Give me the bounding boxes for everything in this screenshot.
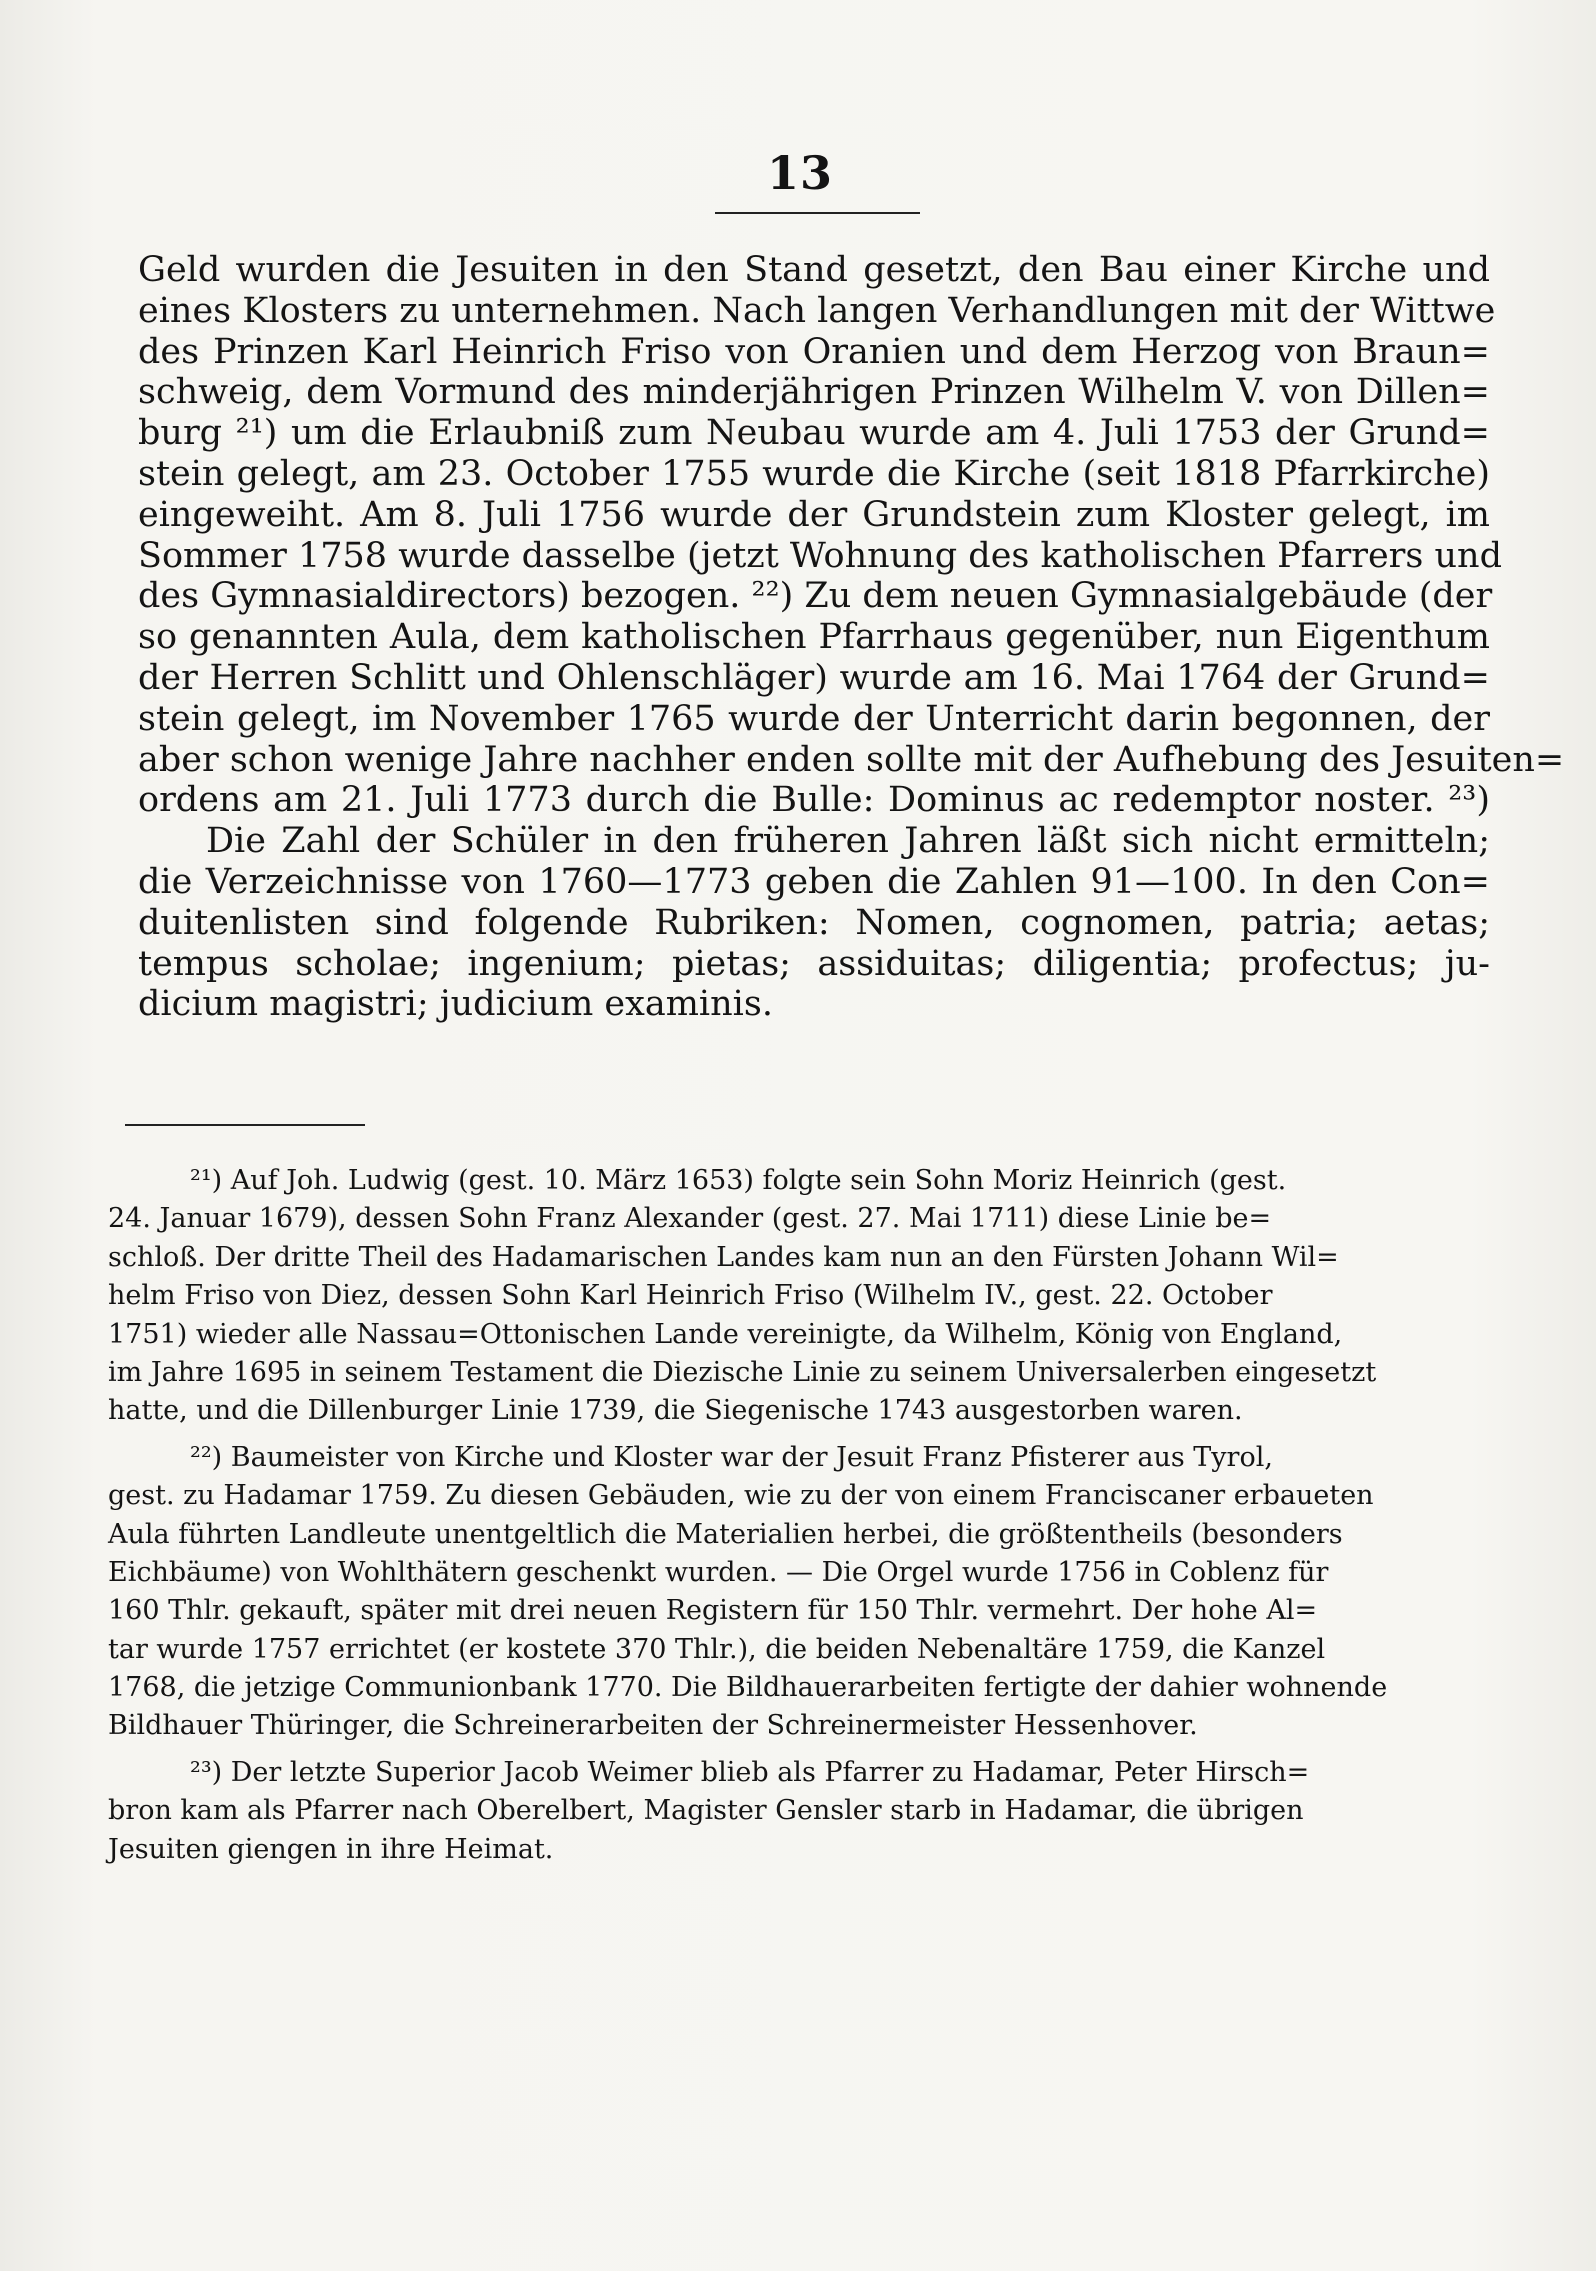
text-line: eines Klosters zu unternehmen. Nach langen Verhandlungen mit der Wittwe xyxy=(138,290,1496,331)
main-text-block xyxy=(138,250,1565,1025)
footnote-22 xyxy=(108,1439,1476,1746)
footnote-line: schloß. Der dritte Theil des Hadamarischen Landes kam nun an den Fürsten Johann Wil= xyxy=(108,1241,1339,1273)
footnote-line: im Jahre 1695 in seinem Testament die Diezische Linie zu seinem Universalerben eingesetzt xyxy=(108,1356,1377,1388)
footnote-line: ²³) Der letzte Superior Jacob Weimer blieb als Pfarrer zu Hadamar, Peter Hirsch= xyxy=(190,1756,1310,1788)
footnotes-block xyxy=(108,1162,1476,1869)
text-line: der Herren Schlitt und Ohlenschläger) wurde am 16. Mai 1764 der Grund= xyxy=(138,657,1490,698)
header-rule xyxy=(715,212,920,214)
footnote-rule xyxy=(125,1124,365,1126)
text-line: eingeweiht. Am 8. Juli 1756 wurde der Grundstein zum Kloster gelegt, im xyxy=(138,494,1490,535)
footnote-line: 1751) wieder alle Nassau=Ottonischen Lande vereinigte, da Wilhelm, König von England, xyxy=(108,1318,1343,1350)
footnote-line: ²¹) Auf Joh. Ludwig (gest. 10. März 1653) folgte sein Sohn Moriz Heinrich (gest. xyxy=(190,1165,1287,1196)
footnote-gap xyxy=(108,1746,1476,1754)
footnote-line: helm Friso von Diez, dessen Sohn Karl Heinrich Friso (Wilhelm IV., gest. 22. October xyxy=(108,1280,1273,1312)
footnote-21 xyxy=(108,1162,1476,1431)
footnote-gap xyxy=(108,1431,1476,1439)
text-line: duitenlisten sind folgende Rubriken: Nomen, cognomen, patria; aetas; xyxy=(138,902,1490,943)
text-line: aber schon wenige Jahre nachher enden sollte mit der Aufhebung des Jesuiten= xyxy=(138,739,1565,780)
footnote-line: 160 Thlr. gekauft, später mit drei neuen Registern für 150 Thlr. vermehrt. Der hohe Al= xyxy=(108,1595,1318,1627)
text-line: die Verzeichnisse von 1760—1773 geben die Zahlen 91—100. In den Con= xyxy=(138,861,1490,902)
text-line: burg ²¹) um die Erlaubniß zum Neubau wurde am 4. Juli 1753 der Grund= xyxy=(138,413,1490,454)
footnote-line: bron kam als Pfarrer nach Oberelbert, Magister Gensler starb in Hadamar, die übrigen xyxy=(108,1795,1304,1827)
footnote-23 xyxy=(108,1754,1476,1869)
text-line: ordens am 21. Juli 1773 durch die Bulle: Dominus ac redemptor noster. ²³) xyxy=(138,780,1490,821)
footnote-line: Eichbäume) von Wohlthätern geschenkt wurden. — Die Orgel wurde 1756 in Coblenz für xyxy=(108,1556,1329,1588)
text-line: Sommer 1758 wurde dasselbe (jetzt Wohnung des katholischen Pfarrers und xyxy=(138,535,1502,576)
footnote-line: 24. Januar 1679), dessen Sohn Franz Alexander (gest. 27. Mai 1711) diese Linie be= xyxy=(108,1203,1272,1235)
text-line: Geld wurden die Jesuiten in den Stand gesetzt, den Bau einer Kirche und xyxy=(138,250,1490,290)
text-line: stein gelegt, am 23. October 1755 wurde die Kirche (seit 1818 Pfarrkirche) xyxy=(138,453,1490,494)
footnote-line: tar wurde 1757 errichtet (er kostete 370 Thlr.), die beiden Nebenaltäre 1759, die Kanzel xyxy=(108,1633,1326,1665)
footnote-line: Jesuiten giengen in ihre Heimat. xyxy=(108,1833,554,1865)
footnote-line: 1768, die jetzige Communionbank 1770. Die Bildhauerarbeiten fertigte der dahier wohnende xyxy=(108,1672,1388,1704)
footnote-line: Bildhauer Thüringer, die Schreinerarbeiten der Schreinermeister Hessenhover. xyxy=(108,1710,1198,1742)
text-line: Die Zahl der Schüler in den früheren Jahren läßt sich nicht ermitteln; xyxy=(206,821,1490,862)
text-line: so genannten Aula, dem katholischen Pfarrhaus gegenüber, nun Eigenthum xyxy=(138,617,1490,658)
text-line: schweig, dem Vormund des minderjährigen Prinzen Wilhelm V. von Dillen= xyxy=(138,372,1490,413)
footnote-line: Aula führten Landleute unentgeltlich die Materialien herbei, die größtentheils (besonders xyxy=(108,1518,1343,1550)
footnote-line: ²²) Baumeister von Kirche und Kloster war der Jesuit Franz Pfisterer aus Tyrol, xyxy=(190,1441,1273,1473)
footnote-line: gest. zu Hadamar 1759. Zu diesen Gebäuden, wie zu der von einem Franciscaner erbaueten xyxy=(108,1480,1374,1512)
text-line: stein gelegt, im November 1765 wurde der Unterricht darin begonnen, der xyxy=(138,698,1490,739)
text-line: des Gymnasialdirectors) bezogen. ²²) Zu dem neuen Gymnasialgebäude (der xyxy=(138,576,1493,617)
text-line: dicium magistri; judicium examinis. xyxy=(138,984,773,1025)
page-number: 13 xyxy=(766,146,833,200)
text-line: des Prinzen Karl Heinrich Friso von Oranien und dem Herzog von Braun= xyxy=(138,331,1490,372)
footnote-line: hatte, und die Dillenburger Linie 1739, die Siegenische 1743 ausgestorben waren. xyxy=(108,1395,1243,1427)
text-line: tempus scholae; ingenium; pietas; assiduitas; diligentia; profectus; ju- xyxy=(138,943,1490,984)
